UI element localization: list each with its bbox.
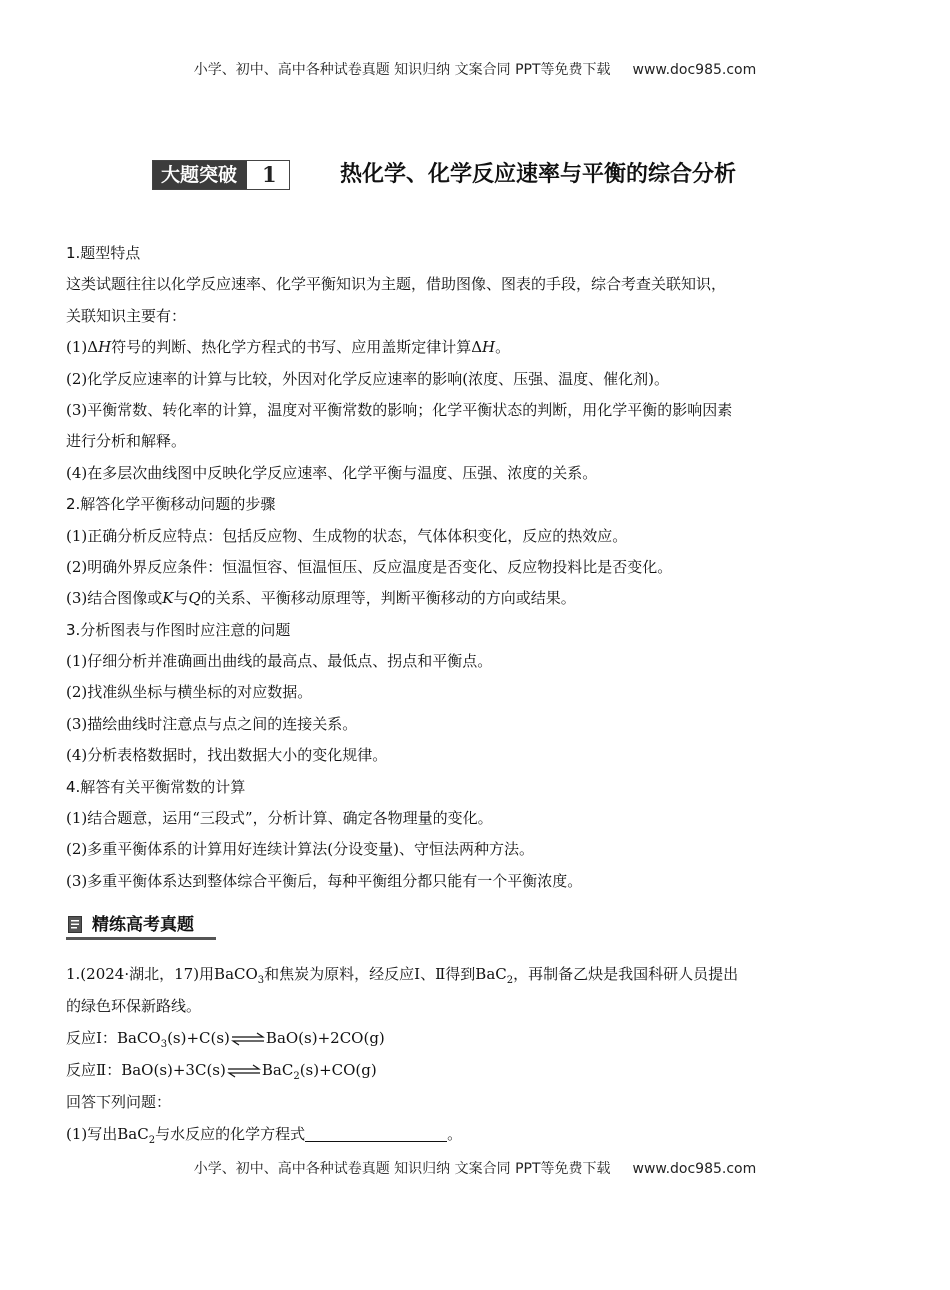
reaction-2 xyxy=(66,1054,886,1086)
title-badge xyxy=(152,160,290,190)
text-run: 与水反应的化学方程式 xyxy=(155,1125,306,1143)
underline-bar xyxy=(66,937,216,940)
symbol-k: K xyxy=(162,589,174,608)
footer-banner xyxy=(0,1158,950,1178)
question-stem-continued: 的绿色环保新路线。 xyxy=(66,997,202,1015)
section-heading-2: 2.解答化学平衡移动问题的步骤 xyxy=(66,495,276,514)
list-item: (3)平衡常数、转化率的计算，温度对平衡常数的影响；化学平衡状态的判断，用化学平衡的影响因素 xyxy=(66,400,733,419)
list-item: (1)结合题意，运用“三段式”，分析计算、确定各物理量的变化。 xyxy=(66,809,493,828)
list-item: (4)分析表格数据时，找出数据大小的变化规律。 xyxy=(66,746,388,765)
text-run: (s)+CO(g) xyxy=(299,1061,377,1079)
text-run: 。 xyxy=(495,338,511,357)
list-item: (2)找准纵坐标与横坐标的对应数据。 xyxy=(66,683,313,702)
badge-text: 大题突破 xyxy=(153,161,247,189)
list-item: (2)多重平衡体系的计算用好连续计算法(分设变量)、守恒法两种方法。 xyxy=(66,840,534,859)
banner-text: 小学、初中、高中各种试卷真题 知识归纳 文案合同 PPT等免费下载 xyxy=(193,1161,611,1177)
list-item xyxy=(66,583,886,614)
list-item: (3)多重平衡体系达到整体综合平衡后，每种平衡组分都只能有一个平衡浓度。 xyxy=(66,871,583,890)
reaction-1 xyxy=(66,1022,886,1054)
text-run: 与 xyxy=(173,589,189,608)
text-run: (1)Δ xyxy=(66,338,99,357)
list-item: (1)正确分析反应特点：包括反应物、生成物的状态，气体体积变化，反应的热效应。 xyxy=(66,526,628,545)
symbol-h: H xyxy=(482,338,496,357)
text-run: 1.(2024·湖北，17)用BaCO xyxy=(66,965,258,983)
banner-text: 小学、初中、高中各种试卷真题 知识归纳 文案合同 PPT等免费下载 xyxy=(193,62,611,78)
reaction-label: 反应Ⅱ： xyxy=(66,1061,122,1079)
list-item: (4)在多层次曲线图中反映化学反应速率、化学平衡与温度、压强、浓度的关系。 xyxy=(66,463,598,482)
equilibrium-arrow-icon xyxy=(231,1032,265,1046)
badge-number: 1 xyxy=(247,161,289,189)
banner-url[interactable]: www.doc985.com xyxy=(632,1161,757,1177)
paragraph: 关联知识主要有： xyxy=(66,306,187,325)
text-run: BaC xyxy=(261,1061,294,1079)
text-run: 和焦炭为原料，经反应Ⅰ、Ⅱ得到BaC xyxy=(264,965,507,983)
section-heading-4: 4.解答有关平衡常数的计算 xyxy=(66,777,246,796)
list-item: (2)化学反应速率的计算与比较，外因对化学反应速率的影响(浓度、压强、温度、催化剂)。 xyxy=(66,369,669,388)
document-icon xyxy=(68,916,82,933)
text-run: (s)+C(s) xyxy=(167,1029,230,1047)
subscript: 2 xyxy=(506,975,514,986)
reaction-label: 反应Ⅰ： xyxy=(66,1029,117,1047)
text-run: (1)写出BaC xyxy=(66,1125,149,1143)
symbol-h: H xyxy=(98,338,112,357)
equilibrium-arrow-icon xyxy=(227,1064,261,1078)
exam-section-label xyxy=(66,911,216,939)
question-prompt: 回答下列问题： xyxy=(66,1093,172,1111)
subscript: 3 xyxy=(160,1039,168,1050)
subscript: 2 xyxy=(148,1135,156,1146)
section-heading-1: 1.题型特点 xyxy=(66,244,141,262)
page-title: 热化学、化学反应速率与平衡的综合分析 xyxy=(340,162,737,187)
symbol-q: Q xyxy=(188,589,201,608)
banner-url[interactable]: www.doc985.com xyxy=(632,62,757,78)
list-item-continued: 进行分析和解释。 xyxy=(66,432,187,451)
text-run: (3)结合图像或 xyxy=(66,589,163,608)
subscript: 3 xyxy=(257,975,265,986)
text-run: BaO(s)+2CO(g) xyxy=(265,1029,385,1047)
list-item: (1)仔细分析并准确画出曲线的最高点、最低点、拐点和平衡点。 xyxy=(66,652,493,671)
question-stem xyxy=(66,958,886,990)
list-item: (2)明确外界反应条件：恒温恒容、恒温恒压、反应温度是否变化、反应物投料比是否变化。 xyxy=(66,557,673,576)
answer-blank[interactable] xyxy=(305,1123,447,1142)
list-item: (3)描绘曲线时注意点与点之间的连接关系。 xyxy=(66,714,358,733)
title-row xyxy=(152,158,852,192)
question-block xyxy=(66,958,886,1150)
sub-question-1 xyxy=(66,1118,886,1150)
list-item xyxy=(66,332,886,363)
text-run: ，再制备乙炔是我国科研人员提出 xyxy=(513,965,739,983)
text-run: BaCO xyxy=(116,1029,161,1047)
header-banner xyxy=(0,59,950,79)
text-run: 的关系、平衡移动原理等，判断平衡移动的方向或结果。 xyxy=(200,589,576,608)
text-run: BaO(s)+3C(s) xyxy=(121,1061,226,1079)
content-body xyxy=(66,238,886,897)
text-run: 。 xyxy=(447,1125,463,1143)
subscript: 2 xyxy=(293,1071,300,1082)
paragraph: 这类试题往往以化学反应速率、化学平衡知识为主题，借助图像、图表的手段，综合考查关联知识， xyxy=(66,275,727,294)
exam-section-title: 精练高考真题 xyxy=(92,915,194,935)
text-run: 符号的判断、热化学方程式的书写、应用盖斯定律计算Δ xyxy=(111,338,483,357)
section-heading-3: 3.分析图表与作图时应注意的问题 xyxy=(66,620,291,639)
